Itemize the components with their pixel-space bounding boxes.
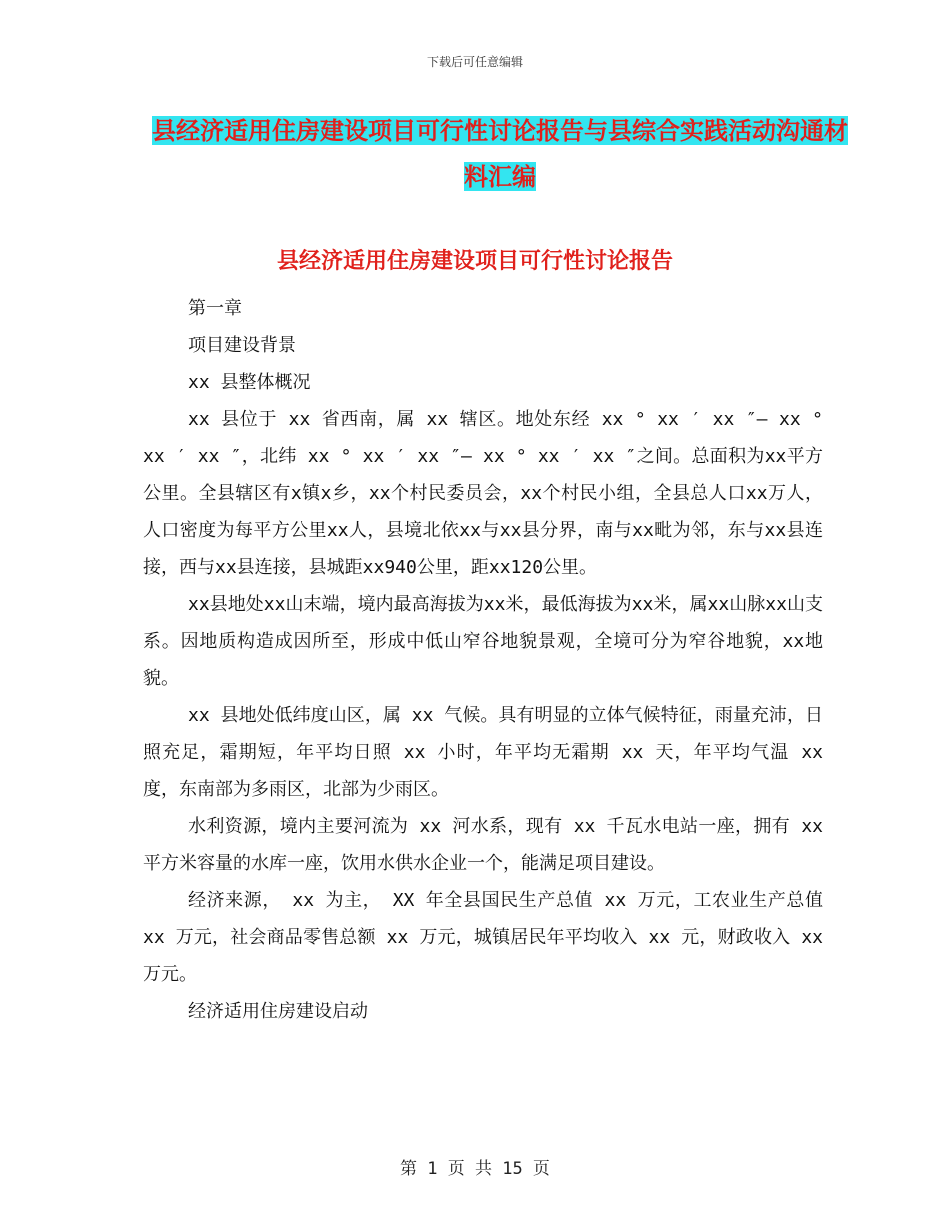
paragraph: xx县地处xx山末端，境内最高海拔为xx米，最低海拔为xx米，属xx山脉xx山支系。因地质构造成因所至，形成中低山窄谷地貌景观，全境可分为窄谷地貌，xx地貌。 [143,594,823,689]
page-footer: 第 1 页 共 15 页 [400,1159,550,1179]
paragraph: 经济适用住房建设启动 [188,1001,368,1022]
section-title: 县经济适用住房建设项目可行性讨论报告 [276,248,673,274]
paragraph: xx 县位于 xx 省西南，属 xx 辖区。地处东经 xx ° xx ′ xx ″— xx ° xx ′ xx ″，北纬 xx ° xx ′ xx ″— xx ° xx ′ xx ″之间。总面积为xx平方公里。全县辖区有x镇x乡，xx个村民委员会，xx个村民小组，全县总人口xx万人，人口密度为每平方公里xx人，县境北依xx与xx县分界，南与xx毗为邻，东与xx县连接，西与xx县连接，县城距xx940公里，距xx120公里。 [143,409,823,578]
paragraph: xx 县整体概况 [188,372,311,393]
paragraph: 项目建设背景 [188,335,296,356]
paragraph: 水利资源，境内主要河流为 xx 河水系，现有 xx 千瓦水电站一座，拥有 xx 平方米容量的水库一座，饮用水供水企业一个，能满足项目建设。 [143,816,823,874]
document-title [150,108,850,200]
paragraph: 第一章 [188,298,242,319]
document-title-text: 县经济适用住房建设项目可行性讨论报告与县综合实践活动沟通材料汇编 [152,116,848,191]
paragraph: 经济来源， xx 为主， XX 年全县国民生产总值 xx 万元，工农业生产总值 xx 万元，社会商品零售总额 xx 万元，城镇居民年平均收入 xx 元，财政收入 xx 万元。 [143,890,823,985]
header-note: 下载后可任意编辑 [426,55,523,69]
body-text [143,290,823,1030]
paragraph: xx 县地处低纬度山区，属 xx 气候。具有明显的立体气候特征，雨量充沛，日照充足，霜期短，年平均日照 xx 小时，年平均无霜期 xx 天，年平均气温 xx 度，东南部为多雨区，北部为少雨区。 [143,705,823,800]
